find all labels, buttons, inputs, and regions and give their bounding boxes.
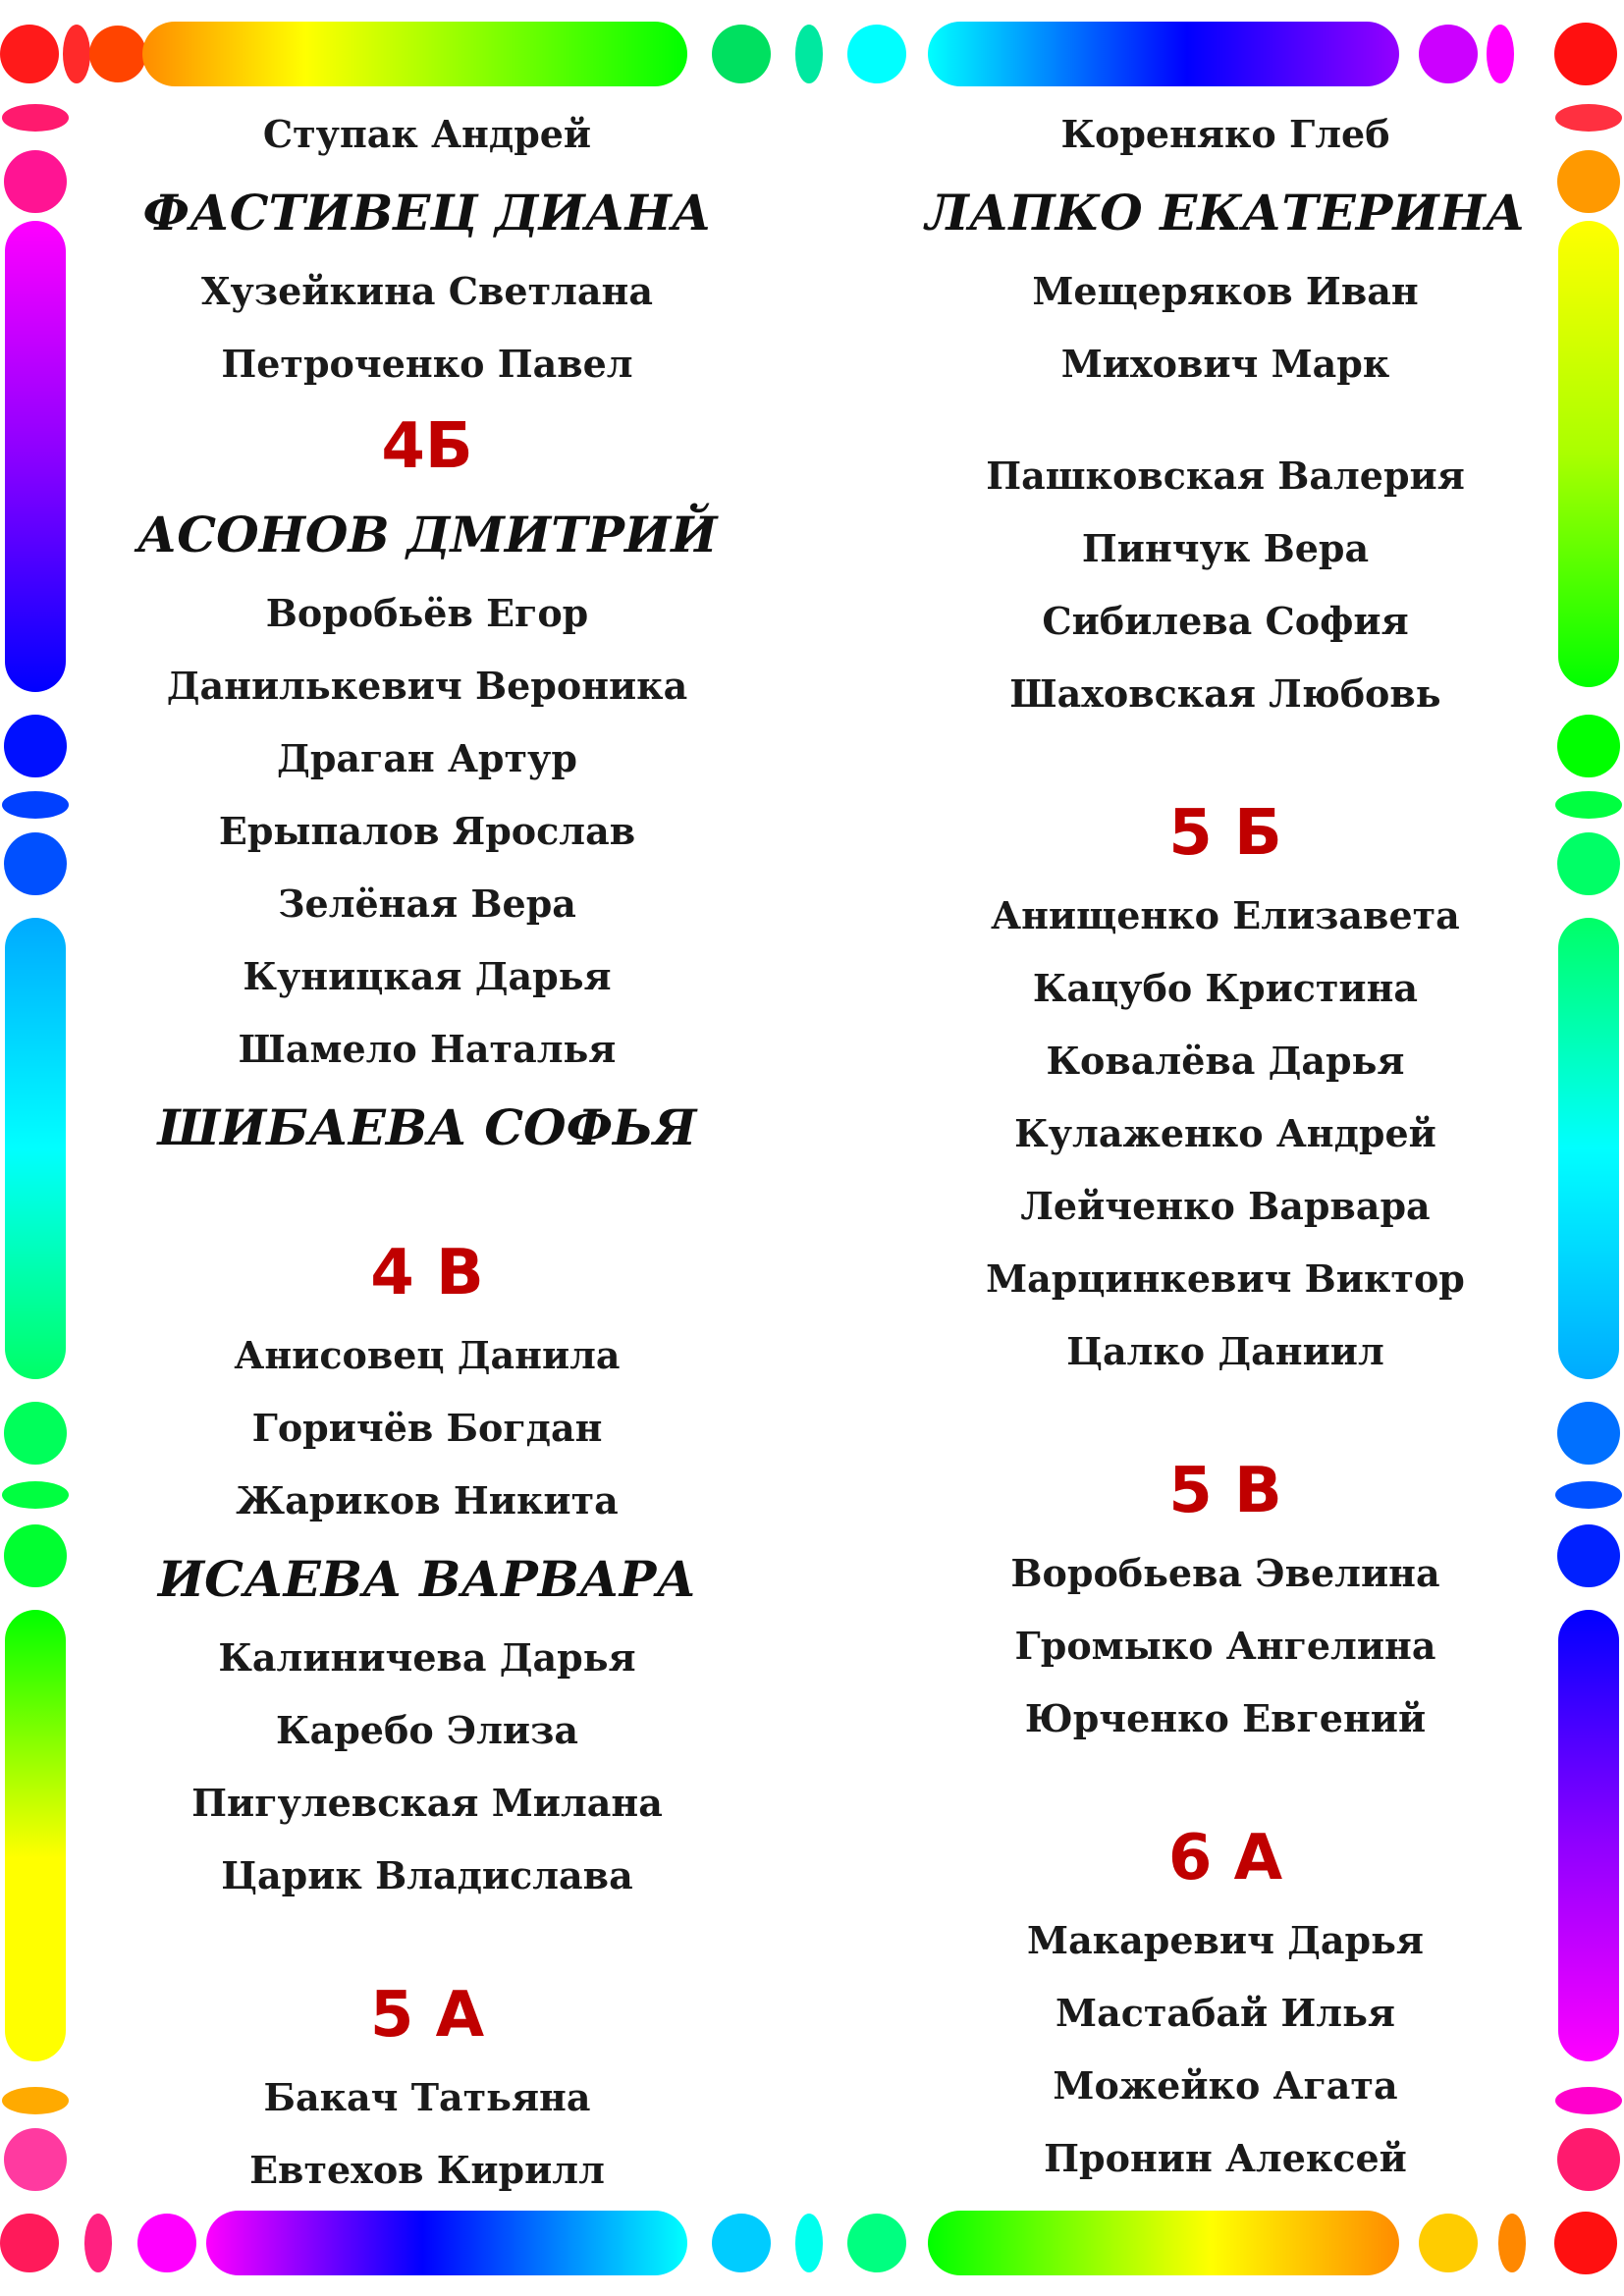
student-name: Жариков Никита (236, 1478, 619, 1522)
border-bar (5, 221, 66, 692)
student-name: Куницкая Дарья (243, 954, 612, 998)
student-name: Каребо Элиза (276, 1708, 578, 1752)
border-dot (4, 1402, 67, 1465)
student-name: Горичёв Богдан (251, 1406, 603, 1450)
spacer (872, 400, 1579, 440)
student-name: Сибилева София (1042, 599, 1409, 643)
border-dot (89, 26, 146, 82)
student-name: Данилькевич Вероника (166, 664, 688, 708)
border-dot (1487, 25, 1514, 83)
highlighted-student-name: ЛАПКО ЕКАТЕРИНА (925, 184, 1526, 241)
student-name: Бакач Татьяна (263, 2075, 591, 2119)
student-name: Кулаженко Андрей (1014, 1111, 1436, 1155)
spacer (872, 1755, 1579, 1812)
border-dot (63, 25, 90, 83)
spacer (74, 1170, 781, 1227)
student-name: Пронин Алексей (1044, 2136, 1407, 2180)
border-bar (928, 22, 1399, 86)
border-dot (1419, 25, 1478, 83)
highlighted-student-name: ФАСТИВЕЦ ДИАНА (142, 184, 712, 241)
border-bar (5, 918, 66, 1379)
student-name: Воробьёв Егор (265, 591, 589, 635)
class-heading: 5 Б (1168, 797, 1282, 870)
student-name: Пинчук Вера (1081, 526, 1370, 570)
border-dot (0, 2214, 59, 2272)
student-name: Воробьева Эвелина (1010, 1551, 1440, 1595)
student-name: Царик Владислава (221, 1853, 633, 1897)
student-name: Калиничева Дарья (218, 1635, 636, 1680)
class-heading: 6 А (1167, 1822, 1283, 1895)
student-name: Ерыпалов Ярослав (218, 809, 636, 853)
student-name: Можейко Агата (1053, 2063, 1398, 2108)
student-name: Цалко Даниил (1066, 1329, 1384, 1373)
border-bar (142, 22, 687, 86)
border-dot (4, 1524, 67, 1587)
border-dot (0, 25, 59, 83)
student-name: Пигулевская Милана (191, 1781, 663, 1825)
student-name: Юрченко Евгений (1024, 1696, 1427, 1740)
highlighted-student-name: ШИБАЕВА СОФЬЯ (157, 1098, 697, 1156)
spacer (74, 1912, 781, 1969)
border-bar (928, 2211, 1399, 2275)
border-dot (4, 150, 67, 213)
border-dot (2, 104, 69, 132)
spacer (872, 730, 1579, 787)
spacer (872, 1388, 1579, 1445)
border-dot (1498, 2214, 1526, 2272)
border-dot (712, 2214, 771, 2272)
border-bar (5, 1610, 66, 2061)
border-dot (847, 25, 906, 83)
border-dot (84, 2214, 112, 2272)
student-name: Марцинкевич Виктор (986, 1256, 1465, 1301)
class-heading: 4Б (381, 410, 473, 483)
border-dot (2, 791, 69, 819)
student-name: Мещеряков Иван (1032, 269, 1419, 313)
border-dot (2, 2087, 69, 2114)
student-name: Анищенко Елизавета (991, 893, 1460, 937)
student-name: Макаревич Дарья (1027, 1918, 1424, 1962)
highlighted-student-name: ИСАЕВА ВАРВАРА (157, 1550, 697, 1608)
border-dot (712, 25, 771, 83)
class-heading: 5 А (369, 1979, 485, 2052)
border-dot (4, 2128, 67, 2191)
student-name: Зелёная Вера (278, 881, 576, 926)
student-name: Шамело Наталья (238, 1027, 617, 1071)
student-name: Хузейкина Светлана (201, 269, 653, 313)
border-dot (847, 2214, 906, 2272)
student-name: Кореняко Глеб (1060, 112, 1390, 156)
left-name-column (74, 98, 781, 2207)
class-heading: 5 В (1168, 1455, 1282, 1527)
highlighted-student-name: АСОНОВ ДМИТРИЙ (136, 506, 718, 563)
student-name: Пашковская Валерия (986, 454, 1465, 498)
border-dot (795, 25, 823, 83)
border-dot (1554, 23, 1617, 85)
student-name: Ступак Андрей (262, 112, 592, 156)
student-name: Драган Артур (277, 736, 577, 780)
right-name-column (872, 98, 1579, 2195)
border-bar (206, 2211, 687, 2275)
student-name: Шаховская Любовь (1009, 671, 1441, 716)
student-name: Кацубо Кристина (1032, 966, 1419, 1010)
student-name: Мастабай Илья (1056, 1991, 1395, 2035)
student-name: Громыко Ангелина (1014, 1624, 1436, 1668)
student-name: Петроченко Павел (221, 342, 633, 386)
student-name: Ковалёва Дарья (1046, 1039, 1405, 1083)
border-dot (4, 832, 67, 895)
student-name: Лейченко Варвара (1020, 1184, 1431, 1228)
class-heading: 4 В (370, 1237, 484, 1309)
student-name: Евтехов Кирилл (249, 2148, 605, 2192)
student-name: Михович Марк (1060, 342, 1390, 386)
border-dot (137, 2214, 196, 2272)
border-dot (795, 2214, 823, 2272)
border-dot (1554, 2212, 1617, 2274)
border-dot (1419, 2214, 1478, 2272)
student-name: Анисовец Данила (234, 1333, 621, 1377)
border-dot (2, 1481, 69, 1509)
border-dot (4, 715, 67, 777)
